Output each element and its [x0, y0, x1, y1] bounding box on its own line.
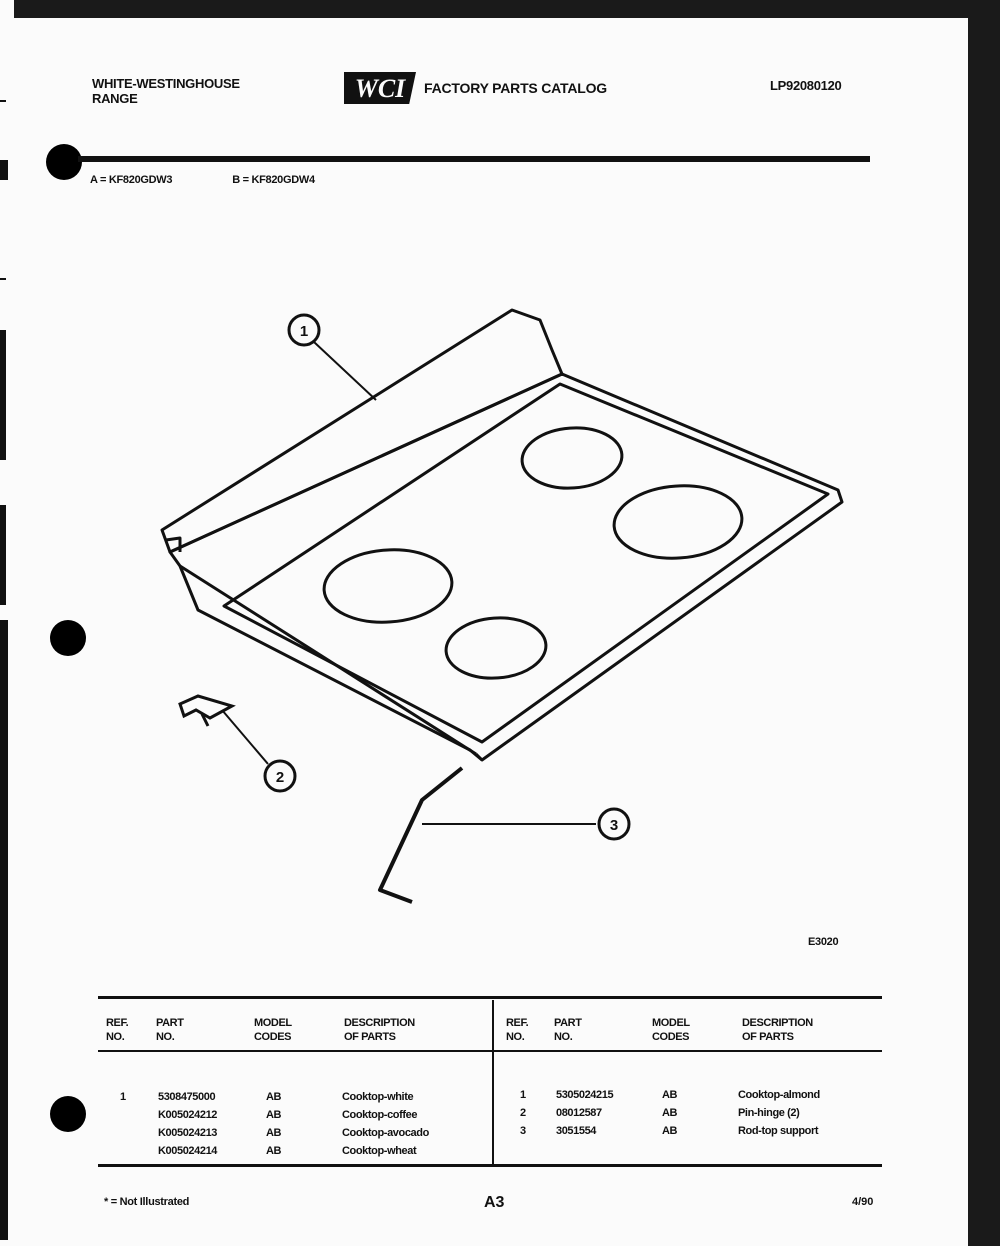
table-cell: AB: [266, 1145, 282, 1157]
svg-text:WCI: WCI: [354, 74, 406, 103]
table-cell: K005024213: [158, 1127, 218, 1139]
not-illustrated-note: * = Not Illustrated: [104, 1196, 190, 1208]
wci-logo: [344, 72, 416, 104]
model-a: A = KF820GDW3: [90, 174, 173, 186]
catalog-title-block: [344, 72, 607, 104]
table-cell: AB: [662, 1107, 678, 1119]
table-cell: Pin-hinge (2): [738, 1107, 800, 1119]
model-b: B = KF820GDW4: [232, 174, 315, 186]
rod-support-part: [380, 768, 462, 902]
table-column-divider: [492, 1000, 494, 1166]
table-cell: Cooktop-avocado: [342, 1127, 429, 1139]
parts-right-descriptions: [738, 1086, 820, 1140]
table-cell: AB: [662, 1125, 678, 1137]
table-cell: Cooktop-almond: [738, 1089, 820, 1101]
header-ref-no: REF. NO.: [106, 1017, 129, 1043]
burner-opening-front-left: [322, 546, 455, 627]
table-cell: Rod-top support: [738, 1125, 819, 1137]
table-cell: 3051554: [556, 1125, 597, 1137]
table-cell: K005024214: [158, 1145, 218, 1157]
table-cell: AB: [266, 1109, 282, 1121]
svg-text:3: 3: [609, 817, 619, 834]
parts-right-refs: [520, 1086, 526, 1140]
edge-mark: [0, 160, 8, 180]
cooktop-exploded-diagram: [150, 290, 870, 930]
header-description: DESCRIPTION OF PARTS: [344, 1017, 415, 1043]
header-rule: [78, 156, 870, 162]
edge-mark: [0, 330, 6, 460]
svg-text:2: 2: [275, 769, 285, 786]
brand-name: WHITE-WESTINGHOUSE: [92, 76, 240, 91]
table-header-rule: [98, 1050, 882, 1052]
parts-right-part-numbers: [556, 1086, 613, 1140]
binder-hole: [50, 1096, 86, 1132]
burner-opening-front-right: [444, 615, 548, 682]
table-cell: 5305024215: [556, 1089, 614, 1101]
table-top-rule: [98, 996, 882, 999]
parts-left-codes: [266, 1088, 281, 1160]
parts-left-descriptions: [342, 1088, 429, 1160]
header-part-no-right: PART NO.: [554, 1017, 582, 1043]
header-model-codes: MODEL CODES: [254, 1017, 292, 1043]
edge-mark: [0, 620, 8, 1240]
edge-mark: [0, 100, 6, 102]
table-cell: AB: [266, 1091, 282, 1103]
edge-mark: [0, 278, 6, 280]
cooktop-outer-edge: [170, 374, 842, 760]
header-description-right: DESCRIPTION OF PARTS: [742, 1017, 813, 1043]
table-cell: K005024212: [158, 1109, 218, 1121]
callout-1: [289, 315, 319, 345]
catalog-number: LP92080120: [770, 78, 842, 93]
brand-header: [92, 76, 240, 106]
table-cell: 08012587: [556, 1107, 602, 1119]
callout-2: [265, 761, 295, 791]
table-cell: 2: [520, 1107, 526, 1119]
callout-3: [599, 809, 629, 839]
parts-left-refs: [120, 1088, 126, 1106]
header-ref-no-right: REF. NO.: [506, 1017, 529, 1043]
binder-hole: [46, 144, 82, 180]
table-cell: AB: [266, 1127, 282, 1139]
edge-mark: [0, 505, 6, 605]
model-list: [90, 174, 315, 186]
diagram-code: E3020: [808, 936, 839, 948]
binder-hole: [50, 620, 86, 656]
table-cell: Cooktop-wheat: [342, 1145, 417, 1157]
cooktop-inner-recess: [224, 384, 828, 742]
revision-date: 4/90: [852, 1196, 874, 1208]
table-cell: 3: [520, 1125, 526, 1137]
svg-text:1: 1: [299, 323, 309, 340]
page-number: A3: [484, 1194, 505, 1211]
burner-opening-rear-left: [520, 425, 624, 492]
header-model-codes-right: MODEL CODES: [652, 1017, 690, 1043]
parts-left-part-numbers: [158, 1088, 217, 1160]
table-cell: 5308475000: [158, 1091, 216, 1103]
table-cell: Cooktop-white: [342, 1091, 414, 1103]
table-bottom-rule: [98, 1164, 882, 1167]
parts-right-codes: [662, 1086, 677, 1140]
table-cell: Cooktop-coffee: [342, 1109, 418, 1121]
product-type: RANGE: [92, 91, 138, 106]
burner-opening-rear-right: [612, 482, 745, 563]
table-cell: 1: [520, 1089, 526, 1101]
table-cell: AB: [662, 1089, 678, 1101]
table-cell: 1: [120, 1091, 126, 1103]
pin-hinge-part: [180, 696, 232, 726]
header-part-no: PART NO.: [156, 1017, 184, 1043]
catalog-title: FACTORY PARTS CATALOG: [424, 80, 607, 96]
